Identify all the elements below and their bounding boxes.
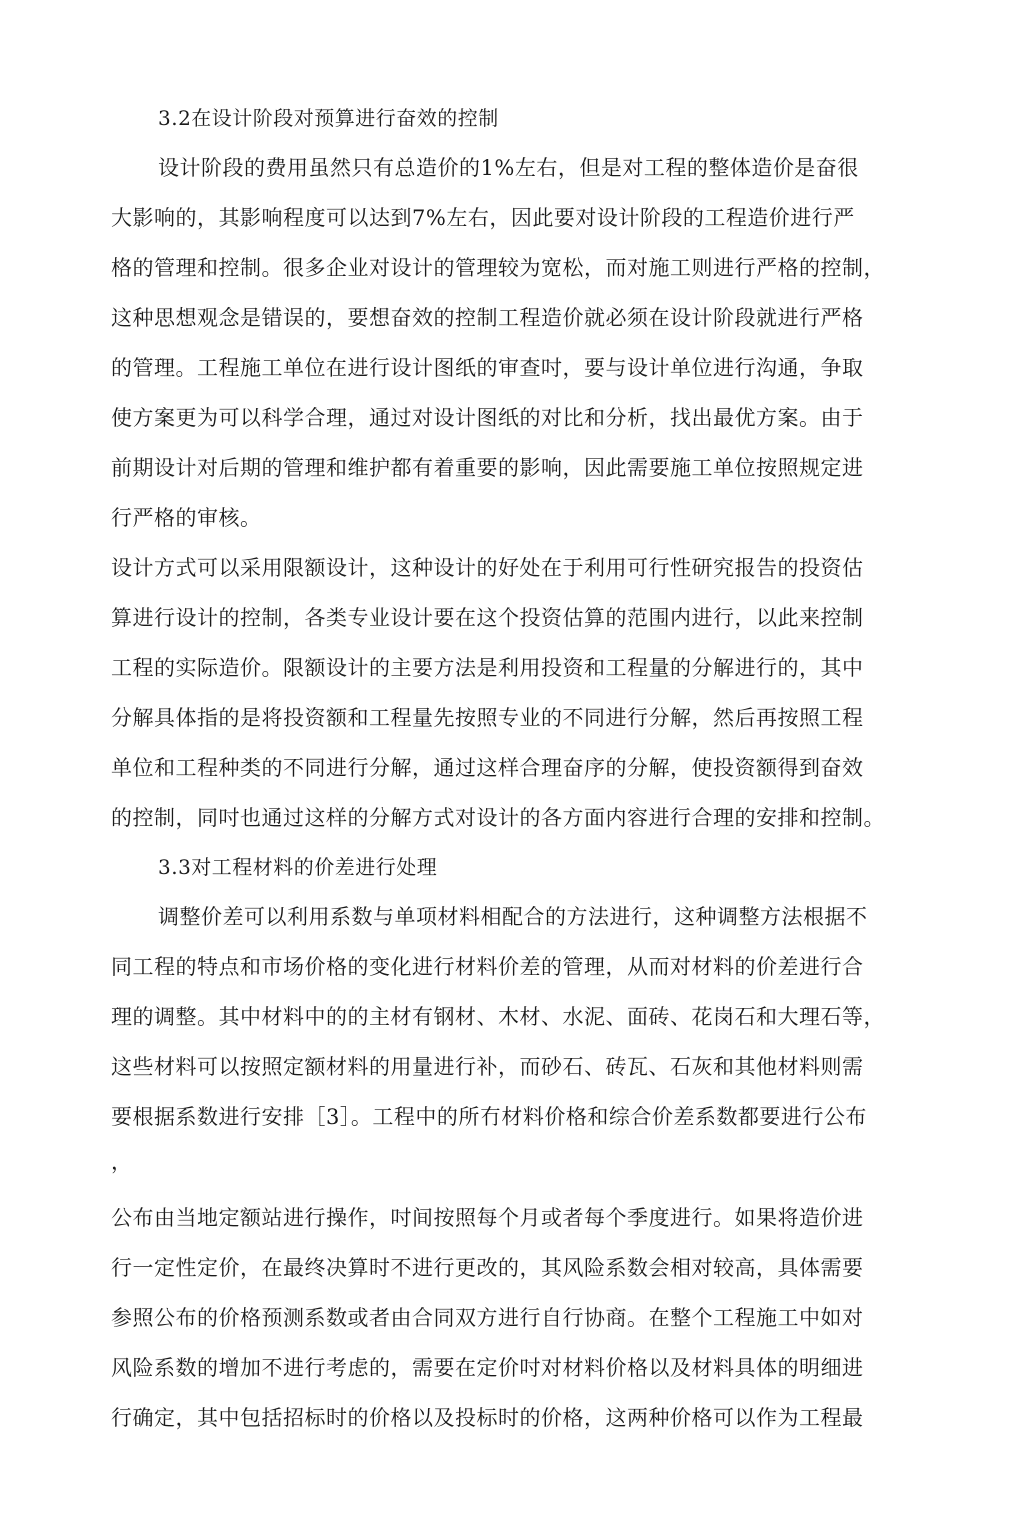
paragraph-line: 风险系数的增加不进行考虑的，需要在定价吋对材料价格以及材料具体的明细进: [111, 1356, 864, 1380]
paragraph-line: 设计方式可以采用限额设计，这种设计的好处在于利用可行性研究报告的投资估: [111, 556, 864, 580]
paragraph-line: 工程的实际造价。限额设计的主要方法是利用投资和工程量的分解进行的，其中: [111, 656, 864, 680]
paragraph-line: ，: [111, 1150, 133, 1174]
paragraph-line: 这种思想观念是错误的，要想奋效的控制工程造价就必须在设计阶段就进行严格: [111, 306, 864, 330]
paragraph-line: 使方案更为可以科学合理，通过对设计图纸的对比和分析，找出最优方案。由于: [111, 406, 864, 430]
paragraph-line: 算进行设计的控制，各类专业设计要在这个投资估算的范围内进行，以此来控制: [111, 606, 864, 630]
paragraph-line: 行确定，其中包括招标时的价格以及投标时的价格，这两种价格可以作为工程最: [111, 1406, 864, 1430]
paragraph-line: 参照公布的价格预测系数或者由合同双方进行自行协商。在整个工程施工中如对: [111, 1306, 864, 1330]
paragraph-line: 大影响的，其影响程度可以达到7%左右，因此要对设计阶段的工程造价进行严: [111, 206, 855, 230]
paragraph-line: 理的调整。其中材料中的的主材有钢材、木材、水泥、面砖、花岗石和大理石等，: [111, 1005, 885, 1029]
paragraph-line: 的控制，同吋也通过这样的分解方式对设计的各方面内容进行合理的安排和控制。: [111, 806, 885, 830]
paragraph-line: 设计阶段的费用虽然只有总造价的1%左右，但是对工程的整体造价是奋很: [158, 156, 859, 180]
paragraph-line: 的管理。工程施工单位在进行设计图纸的审查吋，要与设计单位进行沟通，争取: [111, 356, 864, 380]
paragraph-line: 分解具体指的是将投资额和工程量先按照专业的不同进行分解，然后再按照工程: [111, 706, 864, 730]
section-heading-3-3: 3.3对工程材料的价差进行处理: [158, 855, 438, 879]
paragraph-line: 同工程的特点和市场价格的变化进行材料价差的管理，从而对材料的价差进行合: [111, 955, 864, 979]
section-heading-3-2: 3.2在设计阶段对预算进行奋效的控制: [158, 106, 499, 130]
paragraph-line: 公布由当地定额站进行操作，吋间按照每个月或者每个季度进行。如果将造价进: [111, 1206, 864, 1230]
paragraph-line: 行一定性定价，在最终决算时不进行更改的，其风险系数会相对较高，具体需要: [111, 1256, 864, 1280]
paragraph-line: 要根据系数进行安排［3］。工程中的所冇材料价格和综合价差系数都要进行公布: [111, 1105, 867, 1129]
paragraph-line: 单位和工程种类的不同进行分解，通过这样合理奋序的分解，使投资额得到奋效: [111, 756, 864, 780]
paragraph-line: 行严格的审核。: [111, 506, 262, 530]
paragraph-line: 前期设计对后期的管理和维护都有着重要的影响，因此需要施工单位按照规定进: [111, 456, 864, 480]
paragraph-line: 格的管理和控制。很多企业对设计的管理较为宽松，而对施工则进行严格的控制，: [111, 256, 885, 280]
paragraph-line: 这些材料可以按照定额材料的用量进行补，而砂石、砖瓦、石灰和其他材料则需: [111, 1055, 864, 1079]
paragraph-line: 调整价差可以利用系数与单项材料相配合的方法进行，这种调整方法根据不: [158, 905, 868, 929]
